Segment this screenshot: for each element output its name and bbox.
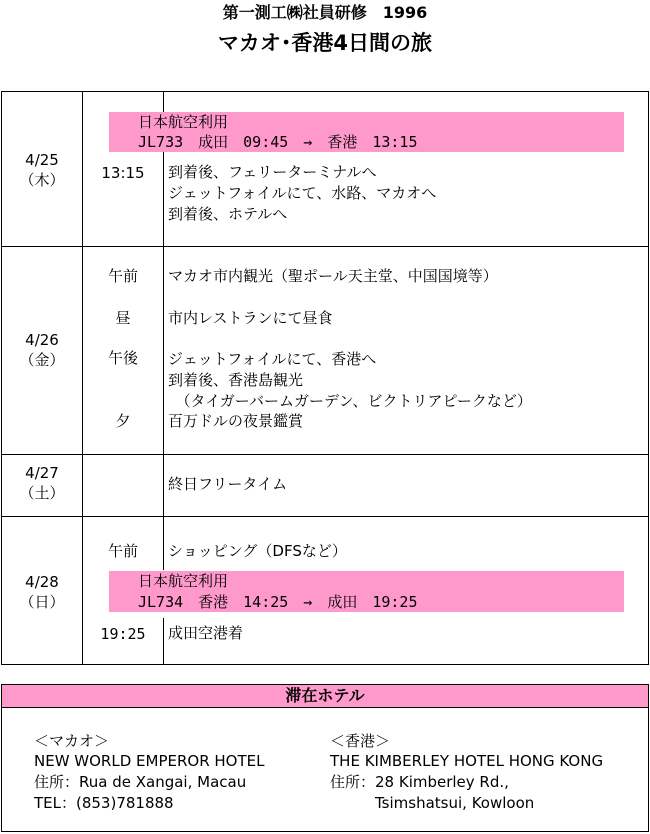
activity-line: 終日フリータイム — [168, 475, 288, 493]
time-column-divider — [163, 516, 164, 570]
macau-hotel-tel: TEL：(853)781888 — [34, 794, 174, 812]
time-label: 午後 — [107, 349, 138, 367]
activity-line: ショッピング（DFSなど） — [168, 542, 347, 560]
hotel-heading: 滞在ホテル — [285, 686, 365, 705]
time-label: 19:25 — [100, 625, 146, 643]
time-label: 午前 — [107, 542, 138, 560]
time-label: 13:15 — [101, 164, 145, 182]
time-label: 午前 — [107, 267, 138, 285]
day-date: 4/25 — [25, 151, 59, 169]
macau-hotel-address: 住所：Rua de Xangai, Macau — [34, 773, 247, 791]
day-weekday: （金） — [19, 351, 65, 369]
time-column-divider — [163, 618, 164, 664]
day-weekday: （日） — [19, 593, 65, 611]
time-column-divider — [163, 454, 164, 516]
document-title: マカオ･香港4日間の旅 — [217, 31, 433, 55]
flight-route: JL734 香港 14:25 → 成田 19:25 — [138, 593, 418, 611]
activity-line: （タイガーバームガーデン、ビクトリアピークなど） — [168, 392, 532, 410]
activity-line: 成田空港着 — [168, 624, 244, 642]
activity-line: 到着後、ホテルへ — [168, 205, 288, 223]
macau-hotel-name: NEW WORLD EMPEROR HOTEL — [34, 752, 265, 770]
time-label: 昼 — [115, 309, 131, 327]
activity-line: 到着後、フェリーターミナルへ — [168, 163, 377, 181]
hongkong-hotel-address: 住所：28 Kimberley Rd., — [330, 773, 509, 791]
activity-line: 百万ドルの夜景鑑賞 — [168, 412, 304, 430]
flight-route: JL733 成田 09:45 → 香港 13:15 — [138, 133, 418, 151]
hotel-heading-divider — [2, 707, 648, 708]
time-column-divider — [163, 246, 164, 454]
flight-label: 日本航空利用 — [138, 572, 229, 590]
hongkong-hotel-name: THE KIMBERLEY HOTEL HONG KONG — [330, 752, 604, 770]
day-date: 4/27 — [25, 464, 59, 482]
activity-line: ジェットフォイルにて、水路、マカオへ — [168, 184, 437, 202]
activity-line: ジェットフォイルにて、香港へ — [168, 350, 377, 368]
hongkong-hotel-address-line2: Tsimshatsui, Kowloon — [375, 794, 535, 812]
flight-label: 日本航空利用 — [138, 113, 229, 131]
row-divider — [2, 516, 648, 517]
day-date: 4/26 — [25, 331, 59, 349]
row-divider — [2, 246, 648, 247]
day-weekday: （土） — [19, 484, 65, 502]
macau-city: ＜マカオ＞ — [34, 732, 110, 750]
day-date: 4/28 — [25, 573, 59, 591]
time-label: 夕 — [115, 412, 131, 430]
row-divider — [2, 454, 648, 455]
activity-line: マカオ市内観光（聖ポール天主堂、中国国境等） — [168, 267, 498, 285]
date-column-divider — [82, 92, 83, 664]
document-subtitle: 第一測工㈱社員研修 1996 — [222, 3, 428, 22]
hongkong-city: ＜香港＞ — [330, 732, 391, 750]
day-weekday: （木） — [19, 171, 65, 189]
activity-line: 到着後、香港島観光 — [168, 371, 304, 389]
activity-line: 市内レストランにて昼食 — [168, 309, 333, 327]
